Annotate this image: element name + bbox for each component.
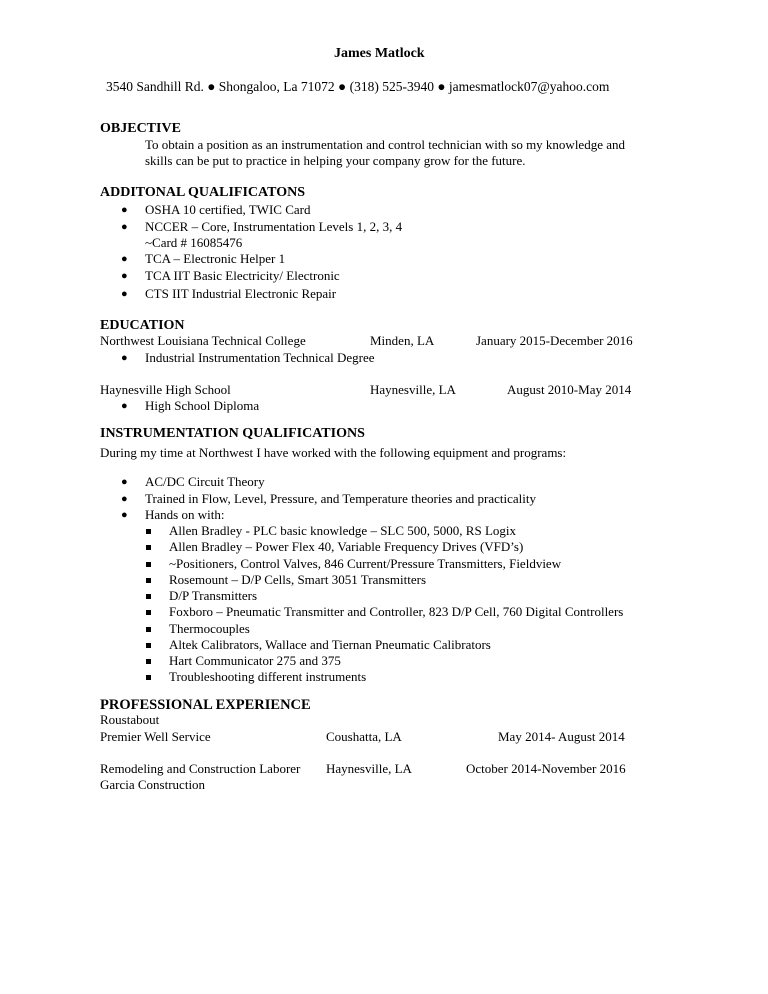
degree-item: High School Diploma xyxy=(145,398,260,413)
instrumentation-item: AC/DC Circuit Theory xyxy=(145,474,265,489)
school-location: Minden, LA xyxy=(370,333,435,348)
square-bullet-icon xyxy=(146,659,151,664)
school-name: Northwest Louisiana Technical College xyxy=(100,333,306,348)
instrumentation-item: Trained in Flow, Level, Pressure, and Temperature theories and practicality xyxy=(145,491,537,506)
bullet-icon: ● xyxy=(121,270,128,282)
school-dates: January 2015-December 2016 xyxy=(476,333,633,348)
square-bullet-icon xyxy=(146,578,151,583)
square-bullet-icon xyxy=(146,545,151,550)
bullet-icon: ● xyxy=(121,400,128,412)
school-location: Haynesville, LA xyxy=(370,382,456,397)
qualification-item-continued: ~Card # 16085476 xyxy=(145,235,243,250)
job-dates: May 2014- August 2014 xyxy=(498,729,625,744)
instrumentation-intro: During my time at Northwest I have worked with the following equipment and programs: xyxy=(100,445,567,460)
qualification-item: OSHA 10 certified, TWIC Card xyxy=(145,202,311,217)
bullet-icon: ● xyxy=(121,493,128,505)
separator-dot: ● xyxy=(207,79,216,94)
objective-heading: OBJECTIVE xyxy=(100,121,181,136)
objective-line-2: skills can be put to practice in helping your company grow for the future. xyxy=(145,153,526,168)
company-name: Premier Well Service xyxy=(100,729,211,744)
qualification-item: TCA – Electronic Helper 1 xyxy=(145,251,286,266)
bullet-icon: ● xyxy=(121,253,128,265)
bullet-icon: ● xyxy=(121,352,128,364)
bullet-icon: ● xyxy=(121,509,128,521)
square-bullet-icon xyxy=(146,643,151,648)
bullet-icon: ● xyxy=(121,204,128,216)
equipment-item: D/P Transmitters xyxy=(169,588,258,603)
square-bullet-icon xyxy=(146,594,151,599)
bullet-icon: ● xyxy=(121,221,128,233)
equipment-item: Troubleshooting different instruments xyxy=(169,669,367,684)
contact-line xyxy=(106,79,609,95)
phone-number: (318) 525-3940 xyxy=(349,79,434,94)
school-dates: August 2010-May 2014 xyxy=(507,382,632,397)
square-bullet-icon xyxy=(146,529,151,534)
job-dates: October 2014-November 2016 xyxy=(466,761,626,776)
instrumentation-item: Hands on with: xyxy=(145,507,225,522)
equipment-item: Allen Bradley - PLC basic knowledge – SLC 500, 5000, RS Logix xyxy=(169,523,517,538)
city-state-zip: Shongaloo, La 71072 xyxy=(218,79,335,94)
square-bullet-icon xyxy=(146,627,151,632)
square-bullet-icon xyxy=(146,562,151,567)
candidate-name: James Matlock xyxy=(334,46,425,61)
experience-heading: PROFESSIONAL EXPERIENCE xyxy=(100,697,311,713)
additional-qualifications-heading: ADDITONAL QUALIFICATONS xyxy=(100,185,305,200)
job-title: Roustabout xyxy=(100,712,160,727)
address: 3540 Sandhill Rd. xyxy=(106,79,204,94)
email-link[interactable]: jamesmatlock07@yahoo.com xyxy=(448,79,610,94)
equipment-item: Thermocouples xyxy=(169,621,250,636)
school-name: Haynesville High School xyxy=(100,382,231,397)
equipment-item: Foxboro – Pneumatic Transmitter and Controller, 823 D/P Cell, 760 Digital Controllers xyxy=(169,604,624,619)
qualification-item: TCA IIT Basic Electricity/ Electronic xyxy=(145,268,340,283)
job-location: Coushatta, LA xyxy=(326,729,402,744)
objective-line-1: To obtain a position as an instrumentation and control technician with so my knowledge and xyxy=(145,137,625,152)
bullet-icon: ● xyxy=(121,476,128,488)
job-location: Haynesville, LA xyxy=(326,761,412,776)
equipment-item: Rosemount – D/P Cells, Smart 3051 Transmitters xyxy=(169,572,427,587)
job-title: Remodeling and Construction Laborer xyxy=(100,761,301,776)
equipment-item: Altek Calibrators, Wallace and Tiernan Pneumatic Calibrators xyxy=(169,637,491,652)
bullet-icon: ● xyxy=(121,288,128,300)
education-heading: EDUCATION xyxy=(100,318,185,333)
equipment-item: Hart Communicator 275 and 375 xyxy=(169,653,341,668)
square-bullet-icon xyxy=(146,610,151,615)
separator-dot: ● xyxy=(437,79,446,94)
degree-item: Industrial Instrumentation Technical Degree xyxy=(145,350,375,365)
separator-dot: ● xyxy=(338,79,347,94)
qualification-item: CTS IIT Industrial Electronic Repair xyxy=(145,286,337,301)
equipment-item: Allen Bradley – Power Flex 40, Variable Frequency Drives (VFD’s) xyxy=(169,539,524,554)
instrumentation-heading: INSTRUMENTATION QUALIFICATIONS xyxy=(100,426,365,441)
qualification-item: NCCER – Core, Instrumentation Levels 1, 2, 3, 4 xyxy=(145,219,403,234)
square-bullet-icon xyxy=(146,675,151,680)
equipment-item: ~Positioners, Control Valves, 846 Current/Pressure Transmitters, Fieldview xyxy=(169,556,562,571)
company-name: Garcia Construction xyxy=(100,777,206,792)
